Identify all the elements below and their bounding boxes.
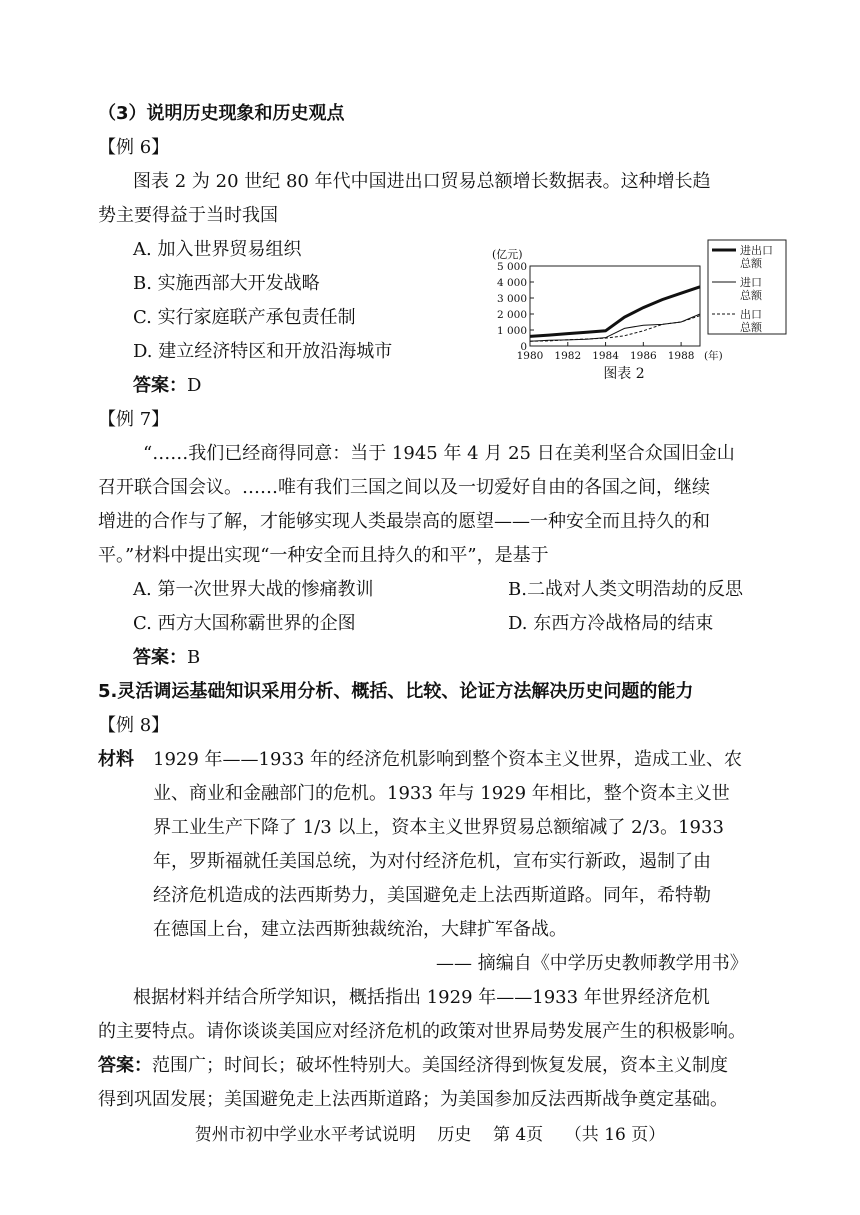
example7-option-d: D. 东西方冷战格局的结束 xyxy=(508,613,714,634)
answer-label: 答案： xyxy=(98,1055,152,1076)
legend-label: 总额 xyxy=(740,289,762,302)
trade-line-chart xyxy=(488,238,788,386)
material-line5: 经济危机造成的法西斯势力，美国避免走上法西斯道路。同年，希特勒 xyxy=(153,885,711,906)
x-tick-label: 1982 xyxy=(554,350,582,362)
y-axis-label: (亿元) xyxy=(492,248,523,261)
example6-stem-line2: 势主要得益于当时我国 xyxy=(98,205,278,226)
question-line1: 根据材料并结合所学知识，概括指出 1929 年——1933 年世界经济危机 xyxy=(133,987,710,1008)
material-label: 材料 xyxy=(98,749,134,770)
answer-label: 答案： xyxy=(133,375,187,396)
example7-line3: 增进的合作与了解，才能够实现人类最崇高的愿望——一种安全而且持久的和 xyxy=(98,511,710,532)
x-tick-label: 1986 xyxy=(629,350,657,362)
example6-option-c: C. 实行家庭联产承包责任制 xyxy=(133,307,356,328)
series-line-1 xyxy=(530,287,700,337)
legend-label: 进口 xyxy=(740,276,762,289)
y-tick-label: 4 000 xyxy=(496,277,527,289)
x-axis-label: (年) xyxy=(704,350,723,362)
example6-option-a: A. 加入世界贸易组织 xyxy=(133,239,302,260)
section5-title: 5.灵活调运基础知识采用分析、概括、比较、论证方法解决历史问题的能力 xyxy=(98,681,694,702)
chart-title: 图表 2 xyxy=(603,366,645,382)
example6-answer xyxy=(133,372,201,400)
example7-option-b: B.二战对人类文明浩劫的反思 xyxy=(508,579,743,600)
example7-option-a: A. 第一次世界大战的惨痛教训 xyxy=(133,579,374,600)
example7-label: 【例 7】 xyxy=(98,409,170,430)
material-line1: 1929 年——1933 年的经济危机影响到整个资本主义世界，造成工业、农 xyxy=(153,749,743,770)
example7-answer xyxy=(133,644,200,672)
example6-option-d: D. 建立经济特区和开放沿海城市 xyxy=(133,341,393,362)
example7-line4: 平。”材料中提出实现“一种安全而且持久的和平”，是基于 xyxy=(98,545,549,566)
y-tick-label: 5 000 xyxy=(496,261,527,273)
y-tick-label: 0 xyxy=(520,341,527,353)
y-tick-label: 2 000 xyxy=(496,309,527,321)
answer-value: B xyxy=(187,647,201,668)
x-tick-label: 1980 xyxy=(516,350,544,362)
x-tick-label: 1988 xyxy=(667,350,695,362)
example7-line1: “……我们已经商得同意：当于 1945 年 4 月 25 日在美利坚合众国旧金山 xyxy=(143,443,735,464)
y-tick-label: 1 000 xyxy=(496,325,527,337)
material-line6: 在德国上台，建立法西斯独裁统治，大肆扩军备战。 xyxy=(153,919,567,940)
example7-option-c: C. 西方大国称霸世界的企图 xyxy=(133,613,356,634)
material-line3: 界工业生产下降了 1/3 以上，资本主义世界贸易总额缩减了 2/3。1933 xyxy=(153,817,724,838)
material-line2: 业、商业和金融部门的危机。1933 年与 1929 年相比，整个资本主义世 xyxy=(153,783,730,804)
material-source: —— 摘编自《中学历史教师教学用书》 xyxy=(436,953,748,974)
material-line4: 年，罗斯福就任美国总统，为对付经济危机，宣布实行新政，遏制了由 xyxy=(153,851,711,872)
legend-label: 进出口 xyxy=(740,244,773,257)
series-line-3 xyxy=(530,316,700,342)
example6-stem-line1: 图表 2 为 20 世纪 80 年代中国进出口贸易总额增长数据表。这种增长趋 xyxy=(133,171,711,192)
answer-value: D xyxy=(187,375,202,396)
legend-label: 出口 xyxy=(740,308,762,321)
page-footer: 贺州市初中学业水平考试说明 历史 第 4页 （共 16 页） xyxy=(194,1125,666,1145)
section3-title: （3）说明历史现象和历史观点 xyxy=(98,103,345,124)
x-tick-label: 1984 xyxy=(592,350,619,362)
answer-label: 答案： xyxy=(133,647,187,668)
legend-label: 总额 xyxy=(740,321,762,334)
answer-text: 范围广；时间长；破坏性特别大。美国经济得到恢复发展，资本主义制度 xyxy=(152,1055,728,1076)
legend-label: 总额 xyxy=(740,257,762,270)
y-tick-label: 3 000 xyxy=(496,293,527,305)
example7-line2: 召开联合国会议。……唯有我们三国之间以及一切爱好自由的各国之间，继续 xyxy=(98,477,710,498)
example6-label: 【例 6】 xyxy=(98,137,170,158)
example8-answer-line2: 得到巩固发展；美国避免走上法西斯道路；为美国参加反法西斯战争奠定基础。 xyxy=(98,1089,728,1110)
example8-label: 【例 8】 xyxy=(98,715,170,736)
example8-answer-line1 xyxy=(98,1052,728,1080)
example6-option-b: B. 实施西部大开发战略 xyxy=(133,273,320,294)
question-line2: 的主要特点。请你谈谈美国应对经济危机的政策对世界局势发展产生的积极影响。 xyxy=(98,1021,746,1042)
